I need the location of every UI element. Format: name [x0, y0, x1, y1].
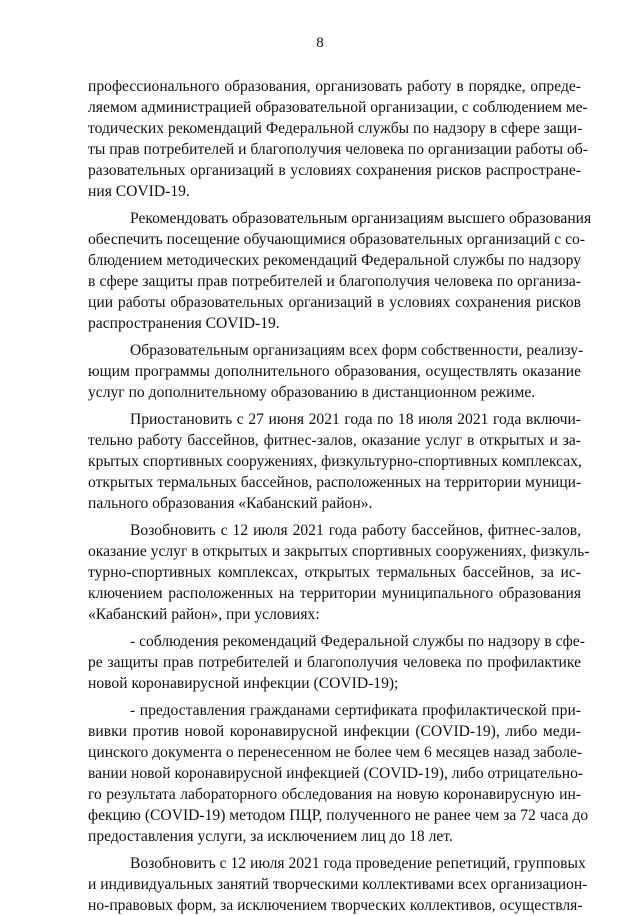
paragraph [88, 208, 592, 334]
text-line: услуг по дополнительному образованию в дистанционном режиме. [88, 384, 536, 401]
text-line: ции работы образовательных организаций в условиях сохранения рисков [88, 294, 581, 311]
text-line: ющим программы дополнительного образования, осуществлять оказание [88, 363, 581, 380]
document-body [88, 76, 592, 916]
text-line: но-правовых форм, за исключением творческих коллективов, осуществля- [88, 897, 583, 914]
text-line: цинского документа о перенесенном не более чем 6 месяцев назад заболе- [88, 744, 583, 761]
paragraph [88, 853, 588, 916]
text-line: открытых термальных бассейнов, расположенных на территории муници- [88, 474, 582, 491]
text-line: - соблюдения рекомендаций Федеральной службы по надзору в сфе- [130, 633, 585, 650]
text-line: фекцию (COVID-19) методом ПЦР, полученного не ранее чем за 72 часа до [88, 807, 589, 824]
text-line: ния COVID-19. [88, 183, 190, 200]
paragraph [88, 340, 584, 403]
paragraph [88, 520, 590, 625]
text-line: тодических рекомендаций Федеральной службы по надзору в сфере защи- [88, 120, 583, 137]
text-line: ты прав потребителей и благополучия человека по организации работы об- [88, 141, 588, 158]
text-line: пального образования «Кабанский район». [88, 495, 373, 512]
paragraph [88, 76, 588, 202]
text-line: предоставления услуги, за исключением лиц до 18 лет. [88, 828, 453, 845]
text-line: Образовательным организациям всех форм собственности, реализу- [130, 342, 584, 359]
text-line: Рекомендовать образовательным организациям высшего образования [130, 210, 592, 227]
text-line: Возобновить с 12 июля 2021 года работу бассейнов, фитнес-залов, [130, 522, 581, 539]
text-line: тельно работу бассейнов, фитнес-залов, оказание услуг в открытых и за- [88, 432, 581, 449]
text-line: Возобновить с 12 июля 2021 года проведение репетиций, групповых [130, 855, 586, 872]
text-line: профессионального образования, организовать работу в порядке, опреде- [88, 78, 581, 95]
text-line: ляемом администрацией образовательной организации, с соблюдением ме- [88, 99, 588, 116]
paragraph [88, 409, 581, 514]
text-line: обеспечить посещение обучающимися образовательных организаций с со- [88, 231, 586, 248]
paragraph [88, 700, 589, 847]
text-line: блюдением методических рекомендаций Федеральной службы по надзору [88, 252, 581, 269]
text-line: новой коронавирусной инфекции (COVID-19); [88, 675, 399, 692]
paragraph [88, 631, 585, 694]
text-line: крытых спортивных сооружениях, физкультурно-спортивных комплексах, [88, 453, 582, 470]
text-line: турно-спортивных комплексах, открытых термальных бассейнов, за ис- [88, 564, 581, 581]
text-line: вивки против новой коронавирусной инфекции (COVID-19), либо меди- [88, 723, 581, 740]
text-line: - предоставления гражданами сертификата профилактической при- [130, 702, 581, 719]
text-line: ре защиты прав потребителей и благополучия человека по профилактике [88, 654, 581, 671]
text-line: в сфере защиты прав потребителей и благополучия человека по организа- [88, 273, 581, 290]
page-number: 8 [316, 35, 324, 51]
text-line: разовательных организаций в условиях сохранения рисков распростране- [88, 162, 581, 179]
text-line: го результата лабораторного обследования на новую коронавирусную ин- [88, 786, 581, 803]
text-line: Приостановить с 27 июня 2021 года по 18 июля 2021 года включи- [130, 411, 581, 428]
text-line: «Кабанский район», при условиях: [88, 606, 320, 623]
text-line: распространения COVID-19. [88, 315, 280, 332]
text-line: оказание услуг в открытых и закрытых спортивных сооружениях, физкуль- [88, 543, 590, 560]
text-line: ключением расположенных на территории муниципального образования [88, 585, 581, 602]
text-line: и индивидуальных занятий творческими коллективами всех организацион- [88, 876, 588, 893]
text-line: вании новой коронавирусной инфекцией (COVID-19), либо отрицательно- [88, 765, 584, 782]
